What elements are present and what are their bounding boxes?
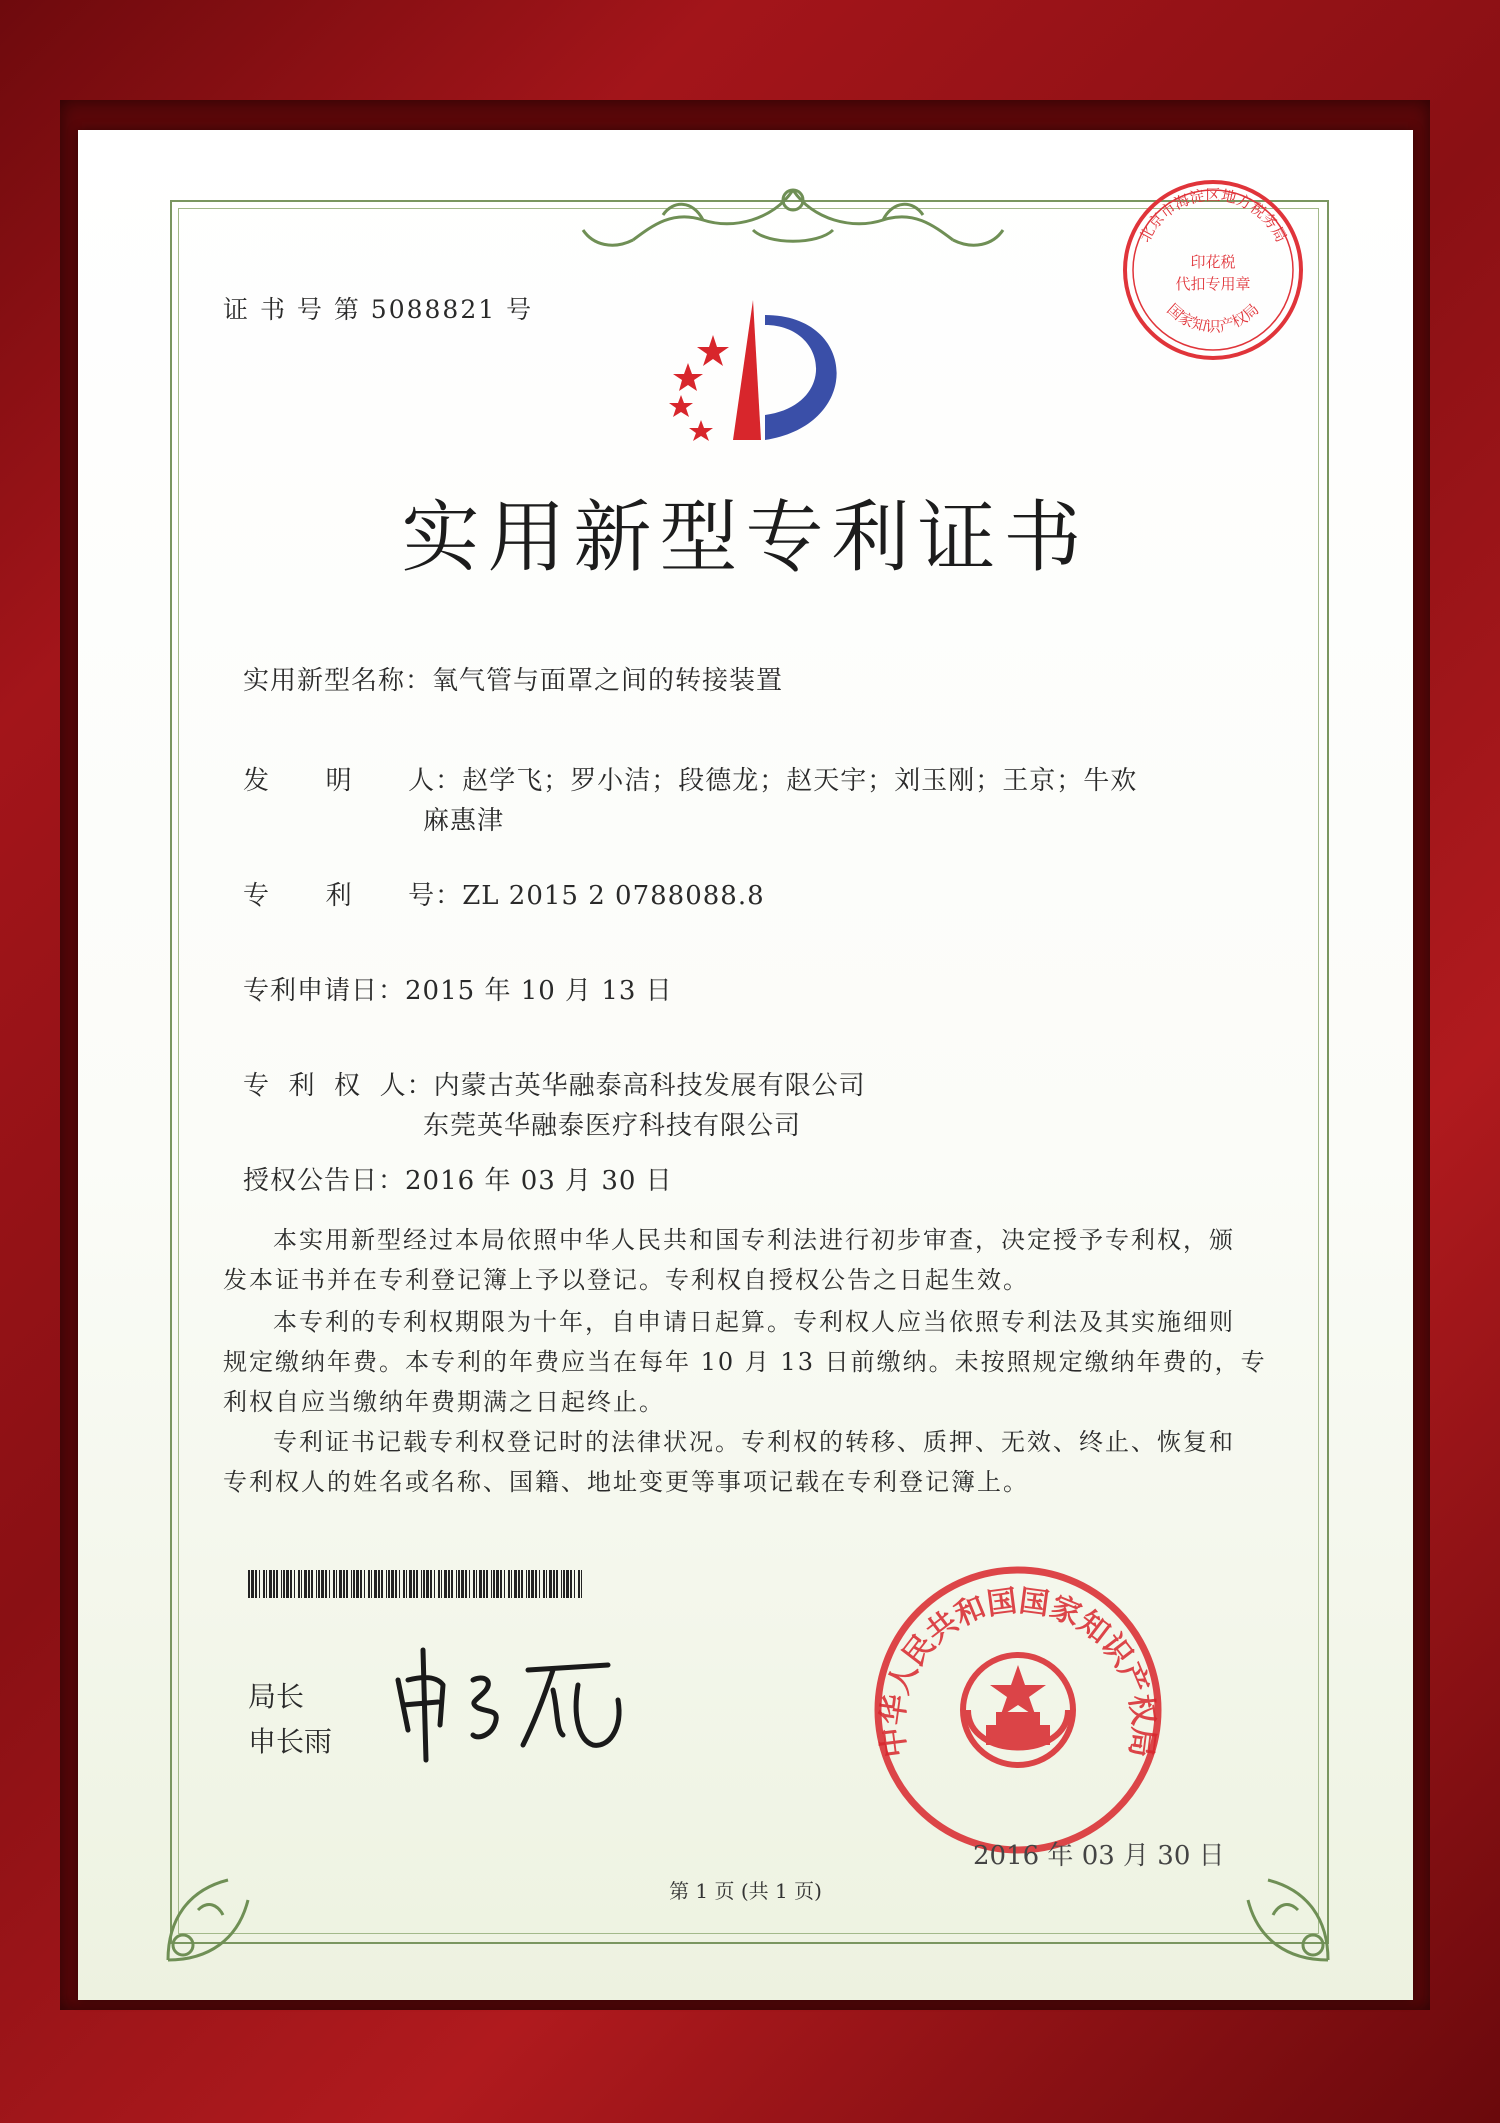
body-line: 本专利的专利权期限为十年，自申请日起算。专利权人应当依照专利法及其实施细则 — [273, 1308, 1235, 1336]
barcode-bar — [395, 1570, 397, 1598]
body-line: 本实用新型经过本局依照中华人民共和国专利法进行初步审查，决定授予专利权，颁 — [273, 1226, 1235, 1254]
director-title: 局长 — [248, 1680, 305, 1713]
barcode-bar — [511, 1570, 512, 1598]
application-date-value: 2015 年 10 月 13 日 — [405, 976, 673, 1006]
body-paragraph-1 — [223, 1220, 1313, 1300]
official-seal-ring-text: 中华人民共和国国家知识产权局 — [875, 1583, 1161, 1760]
tax-seal-center-1: 印花税 — [1190, 253, 1236, 271]
barcode-bar — [356, 1570, 359, 1598]
barcode-bar — [458, 1570, 460, 1598]
barcode-bar — [426, 1570, 429, 1598]
barcode-bar — [406, 1570, 407, 1598]
utility-model-name-value: 氧气管与面罩之间的转接装置 — [432, 666, 784, 696]
application-date-label: 专利申请日： — [243, 976, 406, 1006]
patent-number-value: ZL 2015 2 0788088.8 — [462, 881, 765, 911]
inventor-row — [243, 760, 1137, 797]
body-paragraph-3 — [223, 1422, 1313, 1502]
barcode-bar — [465, 1570, 467, 1598]
body-line: 专利证书记载专利权登记时的法律状况。专利权的转移、质押、无效、终止、恢复和 — [273, 1428, 1235, 1456]
barcode-bar — [290, 1570, 292, 1598]
barcode-bar — [409, 1570, 412, 1598]
barcode-bar — [483, 1570, 485, 1598]
barcode-bar — [430, 1570, 432, 1598]
barcode-bar — [259, 1570, 260, 1598]
barcode-bar — [546, 1570, 547, 1598]
patentee-label: 专 利 权 人： — [243, 1071, 434, 1101]
barcode-bar — [286, 1570, 289, 1598]
barcode-bar — [508, 1570, 510, 1598]
barcode-bar — [255, 1570, 257, 1598]
barcode-bar — [423, 1570, 425, 1598]
national-emblem-icon — [963, 1655, 1073, 1765]
barcode-bar — [346, 1570, 348, 1598]
barcode-bar — [364, 1570, 365, 1598]
barcode-bar — [456, 1570, 457, 1598]
barcode-icon — [248, 1570, 588, 1598]
barcode-bar — [391, 1570, 394, 1598]
barcode-bar — [388, 1570, 390, 1598]
barcode-bar — [518, 1570, 520, 1598]
body-line: 专利权人的姓名或名称、国籍、地址变更等事项记载在专利登记簿上。 — [223, 1468, 1029, 1496]
barcode-bar — [248, 1570, 250, 1598]
barcode-bar — [461, 1570, 464, 1598]
barcode-bar — [528, 1570, 530, 1598]
official-seal-date: 2016 年 03 月 30 日 — [973, 1841, 1225, 1871]
barcode-bar — [581, 1570, 582, 1598]
barcode-bar — [266, 1570, 267, 1598]
corner-ornament-icon — [138, 1830, 288, 1980]
barcode-bar — [304, 1570, 307, 1598]
body-line: 规定缴纳年费。本专利的年费应当在每年 10 月 13 日前缴纳。未按照规定缴纳年费的，专 — [223, 1348, 1267, 1376]
barcode-bar — [311, 1570, 313, 1598]
barcode-bar — [438, 1570, 440, 1598]
barcode-bar — [563, 1570, 565, 1598]
tax-seal-icon — [1118, 175, 1308, 365]
barcode-bar — [416, 1570, 418, 1598]
barcode-bar — [553, 1570, 555, 1598]
director-name: 申长雨 — [248, 1725, 333, 1758]
barcode-bar — [539, 1570, 540, 1598]
certificate-title: 实用新型专利证书 — [401, 493, 1090, 583]
barcode-bar — [521, 1570, 523, 1598]
barcode-bar — [325, 1570, 327, 1598]
barcode-bar — [491, 1570, 492, 1598]
barcode-bar — [421, 1570, 422, 1598]
tax-seal-bottom-text: 国家知识产权局 — [1163, 300, 1263, 336]
barcode-bar — [339, 1570, 342, 1598]
cnipa-logo-icon — [653, 295, 863, 450]
barcode-bar — [283, 1570, 285, 1598]
inventor-label: 发 明 人： — [243, 766, 463, 796]
utility-model-name-label: 实用新型名称： — [243, 666, 433, 696]
body-paragraph-2 — [223, 1302, 1313, 1422]
body-line: 发本证书并在专利登记簿上予以登记。专利权自授权公告之日起生效。 — [223, 1266, 1029, 1294]
inventor-value-line2: 麻惠津 — [423, 806, 505, 836]
utility-model-name-row — [243, 660, 783, 697]
barcode-bar — [479, 1570, 482, 1598]
barcode-bar — [251, 1570, 254, 1598]
grant-date-row — [243, 1160, 673, 1197]
body-line: 利权自应当缴纳年费期满之日起终止。 — [223, 1388, 665, 1416]
patent-number-row — [243, 875, 765, 912]
barcode-bar — [469, 1570, 470, 1598]
director-signature-icon — [378, 1630, 658, 1770]
top-ornament-icon — [553, 170, 1033, 260]
barcode-bar — [473, 1570, 475, 1598]
barcode-bar — [263, 1570, 265, 1598]
barcode-bar — [526, 1570, 527, 1598]
barcode-bar — [496, 1570, 499, 1598]
barcode-bar — [451, 1570, 453, 1598]
barcode-bar — [500, 1570, 502, 1598]
barcode-bar — [556, 1570, 558, 1598]
barcode-bar — [360, 1570, 362, 1598]
official-seal-icon — [868, 1560, 1168, 1860]
grant-date-label: 授权公告日： — [243, 1166, 406, 1196]
barcode-bar — [381, 1570, 383, 1598]
application-date-row — [243, 970, 673, 1007]
barcode-bar — [273, 1570, 275, 1598]
barcode-bar — [578, 1570, 580, 1598]
barcode-bar — [371, 1570, 372, 1598]
barcode-bar — [351, 1570, 352, 1598]
barcode-bar — [493, 1570, 495, 1598]
corner-ornament-icon — [1208, 1830, 1358, 1980]
barcode-bar — [531, 1570, 534, 1598]
barcode-bar — [301, 1570, 302, 1598]
barcode-bar — [535, 1570, 537, 1598]
barcode-bar — [368, 1570, 370, 1598]
barcode-bar — [386, 1570, 387, 1598]
barcode-bar — [476, 1570, 477, 1598]
barcode-bar — [549, 1570, 552, 1598]
tax-seal-center-2: 代扣专用章 — [1175, 275, 1251, 293]
barcode-bar — [514, 1570, 517, 1598]
patentee-value-line2: 东莞英华融泰医疗科技有限公司 — [423, 1111, 802, 1141]
barcode-bar — [444, 1570, 447, 1598]
tax-seal-ring-text: 北京市海淀区地方税务局 — [1135, 186, 1291, 246]
barcode-bar — [561, 1570, 562, 1598]
patent-number-label: 专 利 号： — [243, 881, 463, 911]
barcode-bar — [486, 1570, 488, 1598]
barcode-bar — [403, 1570, 405, 1598]
barcode-bar — [434, 1570, 435, 1598]
barcode-bar — [308, 1570, 310, 1598]
barcode-bar — [504, 1570, 505, 1598]
patentee-value-line1: 内蒙古英华融泰高科技发展有限公司 — [433, 1071, 866, 1101]
barcode-bar — [336, 1570, 337, 1598]
barcode-bar — [276, 1570, 278, 1598]
barcode-bar — [316, 1570, 317, 1598]
page-indicator: 第 1 页 (共 1 页) — [669, 1879, 822, 1903]
barcode-bar — [570, 1570, 572, 1598]
patentee-row — [243, 1065, 866, 1102]
certificate-number: 证 书 号 第 5088821 号 — [223, 295, 534, 324]
barcode-bar — [353, 1570, 355, 1598]
barcode-bar — [574, 1570, 575, 1598]
barcode-bar — [441, 1570, 442, 1598]
grant-date-value: 2016 年 03 月 30 日 — [405, 1166, 673, 1196]
inventor-value-line1: 赵学飞；罗小洁；段德龙；赵天宇；刘玉刚；王京；牛欢 — [462, 766, 1138, 796]
barcode-bar — [399, 1570, 400, 1598]
barcode-bar — [543, 1570, 545, 1598]
barcode-bar — [333, 1570, 335, 1598]
barcode-bar — [298, 1570, 300, 1598]
barcode-bar — [413, 1570, 415, 1598]
barcode-bar — [448, 1570, 450, 1598]
barcode-bar — [343, 1570, 345, 1598]
barcode-bar — [374, 1570, 377, 1598]
barcode-bar — [269, 1570, 272, 1598]
barcode-bar — [378, 1570, 380, 1598]
certificate-paper — [78, 130, 1413, 2000]
barcode-bar — [318, 1570, 320, 1598]
barcode-bar — [566, 1570, 569, 1598]
barcode-bar — [294, 1570, 295, 1598]
barcode-bar — [281, 1570, 282, 1598]
barcode-bar — [321, 1570, 324, 1598]
barcode-bar — [329, 1570, 330, 1598]
